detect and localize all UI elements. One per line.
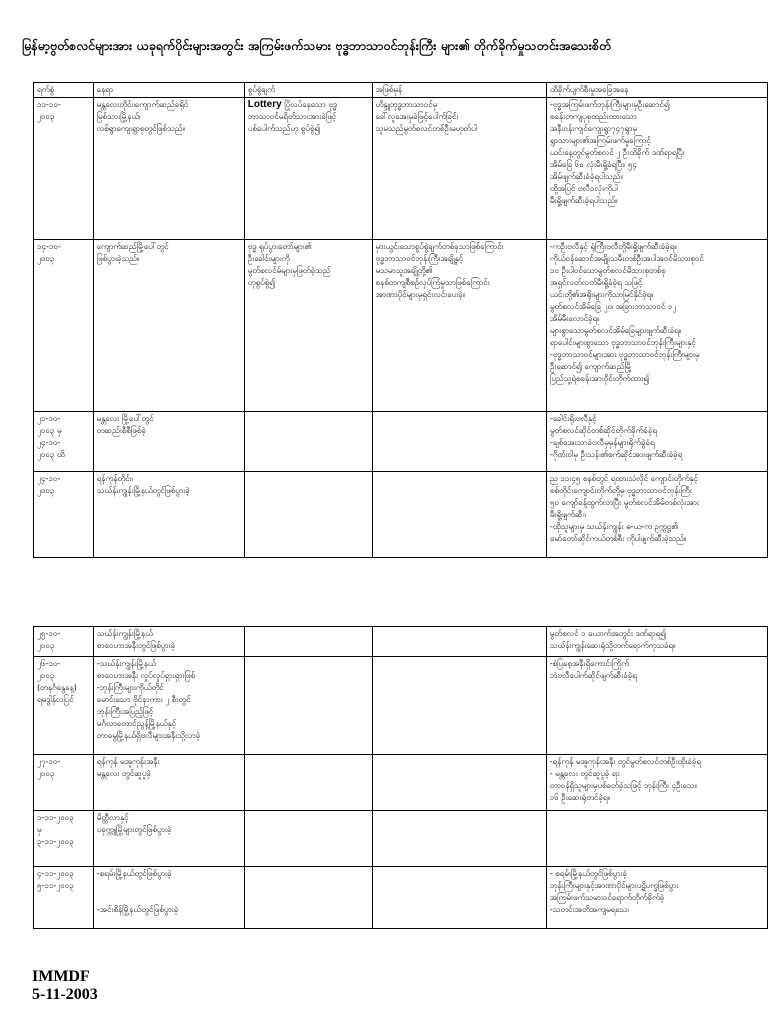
table-header-row [34,83,768,98]
cell-place: မိတ္ထီလာနှင့် ပခုက္ကူမြို့များတွင်ဖြစ်ပွားခဲ့ [93,811,244,867]
incident-table-top [33,82,768,558]
cell-accusation [245,755,373,811]
cell-truth [372,412,546,472]
cell-place: -သဃ်န်းကျွန်းမြို့နယ် စာဝေဟာအနီး လှုပ်လှုပ်ရှားရှားဖြစ် -ဘုန်းကြီးများကိုယ်တိုင် မောင်းသော ဗိုင်နာကား ၂ စီးတွင် ဘုန်းကြီးအပြည့်ဖြင့် မင်္ဂလာတောင်ညွန့်မြို့နယ်နှင့် တာမွေမြို့နယ်ရှိဗလီများအနီးသို့လာခဲ့ [93,657,244,755]
cell-truth: မှားယွင်းသောစွပ်စွဲချက်တစ်ခုသာဖြစ်ကြောင်း ဗုဒ္ဓဘာသာဝင်ဘုန်းကြီးအချို့နှင့် မသမာသူအချို့တို့၏ စနစ်တကျစီစဉ်လုပ်ကြံမှုသာဖြစ်ကြောင်း အာဏာပိုင်များမှရှင်းလင်းပေးခဲ့။ [372,240,546,412]
cell-damage: ည ၁၁း၄၅ စနစ်တွင် ရထားသံလိုင် ကျောင်းတိုက်နှင့် စစ်တိုင်းကျောင်းတိုက်တို့မှ ဗုဒ္ဓဘာသာဝင်ဘုန်းကြီး ၅၀ ကျော်ခန့်ထွက်လာပြီး မွတ်စလင်အိမ်တစ်လုံးအား မီးရှို့ဖျက်ဆီး၊ -ထိုသူများမှ သဃ်န်းကျွန်း ဓ-ယ-က ဥက္ကဋ္ဌ၏ မော်တော်ဆိုင်ကယ်တစ်စီး ကိုပါဖျက်ဆီးခဲ့သည်။ [546,472,767,558]
cell-accusation [245,867,373,929]
footer-date: 5-11-2003 [32,986,98,1003]
cell-date: ၂၁-၁၀- ၂၀၀၃ မှ ၂၄-၁၀- ၂၀၀၃ ထိ [34,412,94,472]
cell-damage: မွတ်စလင် ၁ ယောက်အတွင်း ဒဏ်ရာရ၍ သဃ်န်းကျွန်းဆေးရုံသို့တက်ရောက်ကုသခံရ။ [546,627,767,657]
cell-truth [372,811,546,867]
cell-damage [546,811,767,867]
cell-date: ၂၄-၁၀- ၂၀၀၃ [34,472,94,558]
cell-date: ၄-၁၁-၂၀၀၃ ၅-၁၁-၂၀၀၃ [34,867,94,929]
cell-truth [372,472,546,558]
table-row [34,657,768,755]
cell-accusation [245,627,373,657]
cell-truth [372,867,546,929]
footer [32,968,98,1004]
header-accusation: စွပ်စွဲချက် [244,83,372,98]
cell-date: ၁-၁၁-၂၀၀၃ မှ ၃-၁၁-၂၀၀၃ [34,811,94,867]
cell-damage: -ခေါင်းရိုးဗလီနှင့် မွတ်စလင်ဆိုင်တစ်ဆိုင်တိုက်ခိုက်ခံခဲ့ရ -ချစ်အေးသာခံဗလီမှမှန်များရိုက်ခွဲခံရ -ဂိုဏ်းဝါမှ ဦးသန်း၏စက်ဆိုင်အားဖျက်ဆီးခံခဲ့ရ [546,412,767,472]
cell-place: မန္တလေးတိုင်း၊ကျောက်ဆည်ခရိုင် မြစ်သားမြို့နယ်၊ လစ်ရွာကျေးရွာစုတွင်ဖြစ်သည်။ [93,98,244,240]
table-row [34,755,768,811]
table-row [34,811,768,867]
cell-place: ရန်ကုန် မအူကုန်းအနီး မန္တလေး တွင်ဆူပူခဲ့ [93,755,244,811]
cell-damage: - စရမ်းမြို့နယ်တွင်ဖြစ်ပွားခဲ့ ဘုန်းကြီးများနှင့်အာဏာပိုင်များပဋိပက္ခဖြစ်ပွား အကြမ်းဖက်သမားဝင်ရောက်တိုက်ခိုက်ခဲ့ -သတင်းအတိအကျမရသေး [546,867,767,929]
cell-accusation [244,98,372,240]
header-place: နေရာ [93,83,244,98]
cell-accusation [244,472,372,558]
cell-damage: -ကဦးဗလီနှင့် ရုံကြီးဗလီတို့မီးရှို့ဖျက်ဆီးခံခဲ့ရ။ ကိုယ်ဝန်ဆောင်အမျိုးသမီးတစ်ဦးအပါအဝင်မိသားစုဝင် ၁၀ ဦးပါဝင်သောမွတ်စလင်မိသားစုတစ်စု အရှင်လတ်လတ်မီးရှို့ခံခဲ့ရ သဖြင့် ယင်းတို့၏အရိုးများကိုသာမြင်နိုင်ခဲ့ရ။ မွတ်စလင်အိမ်ခြေ ၂၀၊ အခြားဘာသာဝင် ၁၂ အိမ်မီးလောင်ခဲ့ရ။ များစွာသောမွတ်စလင်အိမ်ခြေများဖျက်ဆီးခံရ။ ရာပေါင်းများစွာသော ဗုဒ္ဓဘာသာဝင်ဘုန်းကြီးများနှင့် -ဗုဒ္ဓဘာသာဝင်များအား ဗုဒ္ဓဘာသာဝင်ဘုန်းကြီးများမှ ဦးဆောင်၍ ကျောက်ဆည်မြို့ ပြည်သူ့ရဲစခန်းအားဝိုင်းတိုက်ထား၍ [546,240,767,412]
cell-date: ၂၇-၁၀- ၂၀၀၃ [34,755,94,811]
cell-place: မန္တလေး မြို့ပေါ်တွင် တဆည်းစီစီဖြစ်ခဲ့ [93,412,244,472]
header-truth: အဖြစ်မှန် [372,83,546,98]
incident-table-bottom [33,626,768,929]
cell-truth [372,627,546,657]
cell-date: ၂၆-၁၀- ၂၀၀၃ (တနင်္ဂနွေနေ့) ရမဒွါန်လပြင် [34,657,94,755]
cell-truth [372,657,546,755]
table-row [34,472,768,558]
cell-accusation [245,657,373,755]
cell-place: ရန်ကုန်တိုင်း၊ သဃ်န်းကျွန်းမြို့နယ်တွင်ဖြစ်ပွားခဲ့ [93,472,244,558]
table-row [34,240,768,412]
table-row [34,98,768,240]
cell-truth: ဟိန္ဒူဘုဒ္ဓဘာသာဝင်မှ ခေါ်လူအေးမှခဲဖြင့်ပေါက်ခြင်း သူမသည်မွတ်စလင်တစ်ဦးမဟုတ်ပါ [372,98,546,240]
cell-date: ၁၁-၁၀- ၂၀၀၃ [34,98,94,240]
cell-place: ကျောက်ဆည်မြို့ပေါ်တွင် ဖြစ်ပွားခဲ့သည်။ [93,240,244,412]
cell-truth [372,755,546,811]
cell-place: -စရမ်းမြို့နယ်တွင်ဖြစ်ပွားခဲ့ -အင်းစိန်မြို့နယ်တွင်ဖြစ်ပွားခဲ့ [93,867,244,929]
header-date: ရက်စွဲ [34,83,94,98]
cell-accusation: ဗုဒ္ဓ ရုပ်ပွားတော်များ၏ ဦးခေါင်းများကို မွတ်စလင်မ်များမှဖြတ်ခဲ့သည် ဟုစွပ်စွဲ၍ [244,240,372,412]
footer-org: IMMDF [32,968,90,985]
cell-date: ၂၅-၁၀- ၂၀၀၃ [34,627,94,657]
document-title: မြန်မာ့ဗွတ်စလင်များအား ယခုရက်ပိုင်းများအတွင်း အကြမ်းဖက်သမား ဗုဒ္ဓဘာသာဝင်ဘုန်းကြီး များ၏ တိုက်ခိုက်မှုသတင်းအသေးစိတ် [22,38,612,53]
cell-damage: -ရန်ကုန် မအူကုန်းအနီး တွင်မွတ်စလင်တစ်ဦးထိုးခံခဲ့ရ - မန္တလေး တွင်ဆူပူခဲ့ ရာ တာဝန်ရှိသူများမှပစ်ခတ်ခဲ့သဖြင့် ဘုန်းကြီး ၄ဦးသေ။ ၁၆ ဦးဆေးရုံတင်ခဲ့ရ။ [546,755,767,811]
header-damage: ထိခိုက်ပျက်စီးမှုအခြေအနေ [546,83,767,98]
cell-place: သဃ်န်းကျွန်းမြို့နယ် စာဝေဟာအနီးတွင်ဖြစ်ပွားခဲ့ [93,627,244,657]
cell-damage: -စံပြစေ့အနီးရှိကောင်းကြိုက် ဘဲဗလီပေါက်ဆိုင်ဖျက်ဆီးခံခဲ့ရ [546,657,767,755]
table-row [34,867,768,929]
cell-accusation [244,412,372,472]
table-row [34,412,768,472]
lottery-word: Lottery [247,99,282,110]
accusation-text: ပြိုလပ်နေသော ဗုဒ္ဓ ဘာသာဝင်မရိတ်သားအားခဲဖြင့် ပစ်ပေါက်သည်ဟု စွပ်စွဲ၍ [247,100,337,133]
cell-date: ၁၄-၁၀- ၂၀၀၃ [34,240,94,412]
cell-accusation [245,811,373,867]
cell-damage: -ဗုဒ္ဓအကြမ်းဖက်ဘုန်းကြီးများမှဦးဆောင်၍ စခန်းတကျပုစုထည်းထားသော အနီးဝန်းကျင်ကျေးရွာ၇၄၇ရွာမှ ရွာသားများ၏အကြမ်းဖက်မှုကြောင့် ယင်းနေ့တွင်မွတ်စလင် ၂ ဦးထိခိုက် ဒဏ်ရာရပြီး အိမ်ခြေ ၆၀ လုံးမီးရှို့ခံရပြီး၊ ၅၄ အိမ်ဖျက်ဆီးခံခဲ့ရပါသည်။ ထို့အပြင် ဗလီ၁လုံးကိုပါ မီးရှို့ဖျက်ဆီးခဲ့ရပါသည်။ [546,98,767,240]
table-row [34,627,768,657]
